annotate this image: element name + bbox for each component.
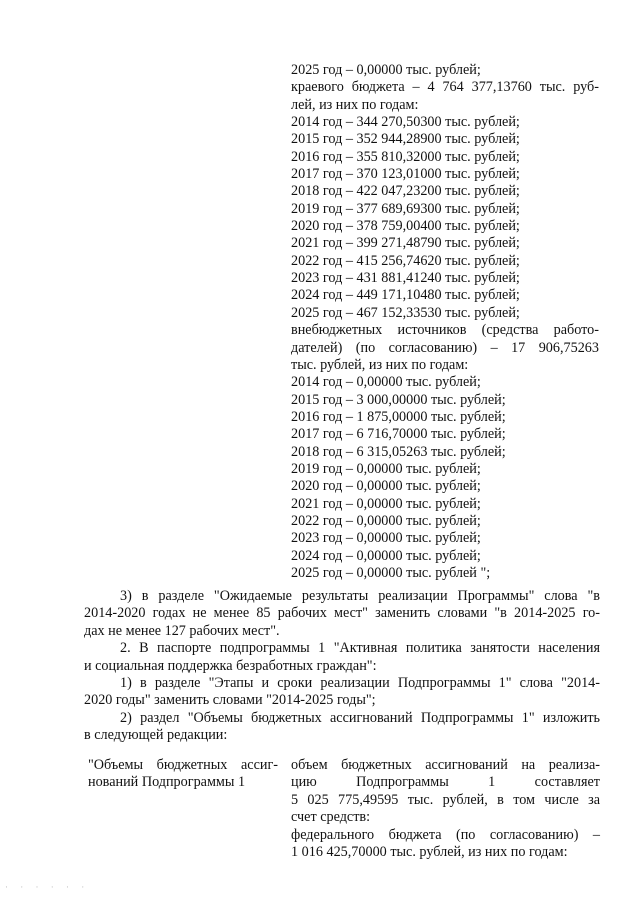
text-line: 2016 год – 1 875,00000 тыс. рублей;	[291, 408, 506, 425]
text-line: 2) раздел "Объемы бюджетных ассигнований Подпрограммы 1" изложить	[120, 709, 600, 726]
text-line: 2021 год – 0,00000 тыс. рублей;	[291, 495, 481, 512]
text-line: 2019 год – 0,00000 тыс. рублей;	[291, 460, 481, 477]
text-line: 2023 год – 431 881,41240 тыс. рублей;	[291, 270, 520, 287]
text-line: 2021 год – 399 271,48790 тыс. рублей;	[291, 235, 520, 252]
text-line: краевого бюджета – 4 764 377,13760 тыс. руб-	[291, 79, 599, 96]
text-line: и социальная поддержка безработных граждан":	[84, 657, 377, 674]
text-line: 3) в разделе "Ожидаемые результаты реализации Программы" слова "в	[120, 588, 600, 604]
text-line: 1 016 425,70000 тыс. рублей, из них по годам:	[291, 843, 568, 860]
body-text	[84, 588, 600, 745]
text-line: 2023 год – 0,00000 тыс. рублей;	[291, 530, 481, 547]
text-line: 2024 год – 449 171,10480 тыс. рублей;	[291, 287, 520, 304]
text-line: 2016 год – 355 810,32000 тыс. рублей;	[291, 148, 520, 165]
text-line: 2018 год – 422 047,23200 тыс. рублей;	[291, 183, 520, 200]
text-line: 5 025 775,49595 тыс. рублей, в том числе за	[291, 791, 600, 808]
text-line: 2. В паспорте подпрограммы 1 "Активная политика занятости населения	[120, 640, 600, 657]
text-line: 2024 год – 0,00000 тыс. рублей;	[291, 547, 481, 564]
text-line: 1) в разделе "Этапы и сроки реализации Подпрограммы 1" слова "2014-	[120, 674, 600, 691]
text-line: дателей) (по согласованию) – 17 906,75263	[291, 339, 599, 356]
text-line: объем бюджетных ассигнований на реализа-	[291, 757, 600, 773]
text-line: цию Подпрограммы 1 составляет	[291, 774, 600, 791]
text-line: 2014 год – 0,00000 тыс. рублей;	[291, 374, 481, 391]
text-line: дах не менее 127 рабочих мест".	[84, 622, 280, 639]
text-line: в следующей редакции:	[84, 727, 228, 744]
text-line: 2022 год – 415 256,74620 тыс. рублей;	[291, 252, 520, 269]
text-line: 2025 год – 0,00000 тыс. рублей;	[291, 62, 481, 78]
text-line: тыс. рублей, из них по годам:	[291, 356, 469, 373]
table-value-cell	[291, 757, 600, 861]
text-line: 2022 год – 0,00000 тыс. рублей;	[291, 512, 481, 529]
text-line: "Объемы бюджетных ассиг-	[88, 757, 278, 773]
text-line: 2018 год – 6 315,05263 тыс. рублей;	[291, 443, 506, 460]
text-line: внебюджетных источников (средства работо-	[291, 322, 599, 339]
text-line: 2017 год – 6 716,70000 тыс. рублей;	[291, 426, 506, 443]
text-line: 2015 год – 352 944,28900 тыс. рублей;	[291, 131, 520, 148]
text-line: счет средств:	[291, 809, 371, 826]
text-line: нований Подпрограммы 1	[88, 774, 246, 791]
text-line: 2020 год – 378 759,00400 тыс. рублей;	[291, 218, 520, 235]
text-line: 2025 год – 467 152,33530 тыс. рублей;	[291, 304, 520, 321]
text-line: федерального бюджета (по согласованию) –	[291, 826, 600, 843]
text-line: 2014-2020 годах не менее 85 рабочих мест" заменить словами "в 2014-2025 го-	[84, 605, 600, 622]
text-line: 2017 год – 370 123,01000 тыс. рублей;	[291, 166, 520, 183]
text-line: лей, из них по годам:	[291, 96, 419, 113]
text-line: 2014 год – 344 270,50300 тыс. рублей;	[291, 114, 520, 131]
text-line: 2020 год – 0,00000 тыс. рублей;	[291, 478, 481, 495]
table-label-cell	[88, 757, 278, 792]
funding-breakdown-column	[291, 62, 599, 582]
text-line: 2025 год – 0,00000 тыс. рублей ";	[291, 564, 491, 581]
text-line: 2015 год – 3 000,00000 тыс. рублей;	[291, 391, 506, 408]
scan-speckles: · · · · · ·	[5, 882, 90, 892]
text-line: 2020 годы" заменить словами "2014-2025 годы";	[84, 692, 376, 709]
text-line: 2019 год – 377 689,69300 тыс. рублей;	[291, 200, 520, 217]
